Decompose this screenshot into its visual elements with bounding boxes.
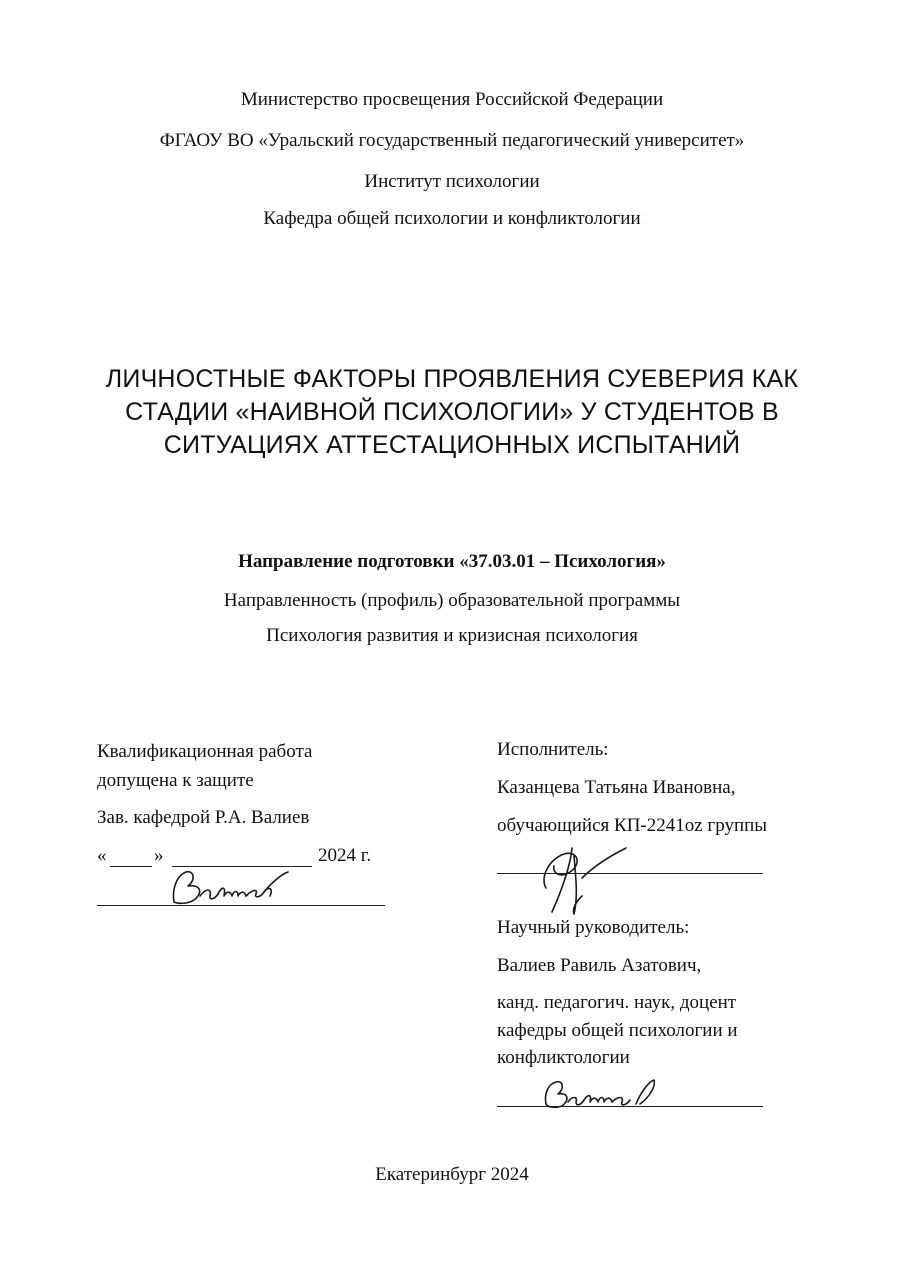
head-signature (160, 862, 300, 910)
thesis-title-line-2: СТАДИИ «НАИВНОЙ ПСИХОЛОГИИ» У СТУДЕНТОВ В (125, 398, 779, 426)
executor-group: обучающийся КП-2241oz группы (497, 815, 768, 836)
department-line: Кафедра общей психологии и конфликтологии (263, 208, 641, 229)
program-profile-name: Психология развития и кризисная психология (266, 625, 638, 646)
supervisor-title-line-3: конфликтологии (497, 1047, 630, 1068)
thesis-title-line-3: СИТУАЦИЯХ АТТЕСТАЦИОННЫХ ИСПЫТАНИЙ (163, 431, 741, 459)
program-profile-label: Направленность (профиль) образовательной программы (223, 590, 681, 611)
date-year: 2024 г. (318, 845, 372, 866)
supervisor-title-line-2: кафедры общей психологии и (497, 1020, 738, 1041)
supervisor-name: Валиев Равиль Азатович, (497, 955, 702, 976)
thesis-title-line-1: ЛИЧНОСТНЫЕ ФАКТОРЫ ПРОЯВЛЕНИЯ СУЕВЕРИЯ КАК (105, 365, 799, 393)
university-line: ФГАОУ ВО «Уральский государственный педагогический университет» (159, 130, 745, 151)
supervisor-signature (536, 1074, 666, 1114)
program-direction: Направление подготовки «37.03.01 – Психология» (238, 551, 666, 572)
city-year: Екатеринбург 2024 (375, 1164, 529, 1185)
supervisor-label: Научный руководитель: (497, 917, 690, 938)
admission-line-2: допущена к защите (97, 770, 254, 791)
institute-line: Институт психологии (364, 171, 540, 192)
date-close-quote: » (154, 845, 164, 866)
executor-name: Казанцева Татьяна Ивановна, (497, 777, 736, 798)
supervisor-title-line-1: канд. педагогич. наук, доцент (497, 992, 737, 1013)
date-open-quote: « (97, 845, 107, 866)
executor-signature (530, 838, 640, 918)
department-head: Зав. кафедрой Р.А. Валиев (97, 807, 310, 828)
date-day-blank (110, 866, 152, 867)
executor-label: Исполнитель: (497, 739, 609, 760)
admission-line-1: Квалификационная работа (97, 741, 313, 762)
ministry-line: Министерство просвещения Российской Федерации (240, 89, 664, 110)
